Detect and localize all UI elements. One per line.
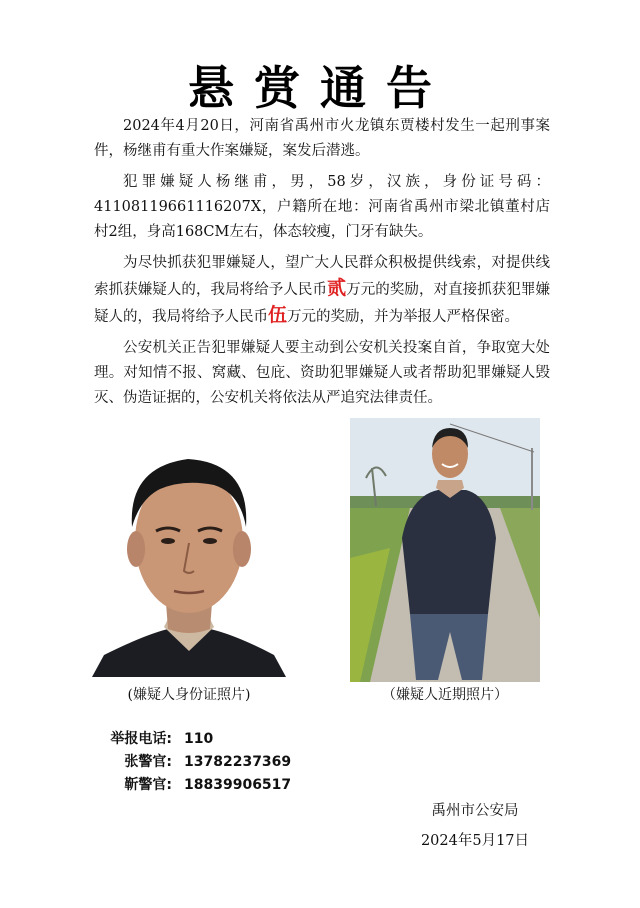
contact-phone: 18839906517 <box>184 777 292 793</box>
issuer-block <box>400 796 550 856</box>
issue-date: 2024年5月17日 <box>420 833 530 849</box>
recent-photo-caption: （嫌疑人近期照片） <box>382 687 508 703</box>
reward-paragraph <box>94 251 550 330</box>
warning-paragraph: 公安机关正告犯罪嫌疑人要主动到公安机关投案自首，争取宽大处理。对知情不报、窝藏、包庇、资助犯罪嫌疑人或者帮助犯罪嫌疑人毁灭、伪造证据的，公安机关将依法从严追究法律责任。 <box>94 340 550 406</box>
reward-text-part3: 万元的奖励，并为举报人严格保密。 <box>287 309 520 325</box>
contact-row-officer-jin <box>96 774 291 797</box>
contact-list <box>96 728 291 797</box>
reward-amount-2: 伍 <box>268 304 288 326</box>
contact-label: 靳警官: <box>124 777 172 793</box>
notice-body <box>94 114 550 417</box>
contact-row-hotline <box>96 728 291 751</box>
id-portrait-image <box>84 423 294 677</box>
suspect-description-paragraph: 犯罪嫌疑人杨继甫，男，58岁，汉族，身份证号码：41108119661116207X，户籍所在地：河南省禹州市梁北镇董村店村2组，身高168CM左右，体态较瘦，门牙有缺失。 <box>94 174 550 240</box>
contact-row-officer-zhang <box>96 751 291 774</box>
id-photo-caption: (嫌疑人身份证照片) <box>127 687 251 703</box>
case-paragraph: 2024年4月20日，河南省禹州市火龙镇东贾楼村发生一起刑事案件，杨继甫有重大作案嫌疑，案发后潜逃。 <box>94 118 550 159</box>
notice-title: 悬赏通告 <box>188 61 452 115</box>
contact-phone: 13782237369 <box>184 754 292 770</box>
suspect-recent-photo <box>350 418 540 682</box>
contact-phone: 110 <box>184 731 214 747</box>
contact-label: 张警官: <box>124 754 172 770</box>
reward-text-part2: 万元的奖励，对直接抓获犯罪嫌疑人的，我局将给予人民币 <box>94 282 550 325</box>
reward-amount-1: 贰 <box>327 277 347 299</box>
suspect-id-photo <box>84 423 294 677</box>
recent-photo-image <box>350 418 540 682</box>
reward-text-part1: 为尽快抓获犯罪嫌疑人，望广大人民群众积极提供线索，对提供线索抓获嫌疑人的，我局将给予人民币 <box>94 255 550 298</box>
contact-label: 举报电话: <box>110 731 172 747</box>
issuer-name: 禹州市公安局 <box>431 803 519 819</box>
